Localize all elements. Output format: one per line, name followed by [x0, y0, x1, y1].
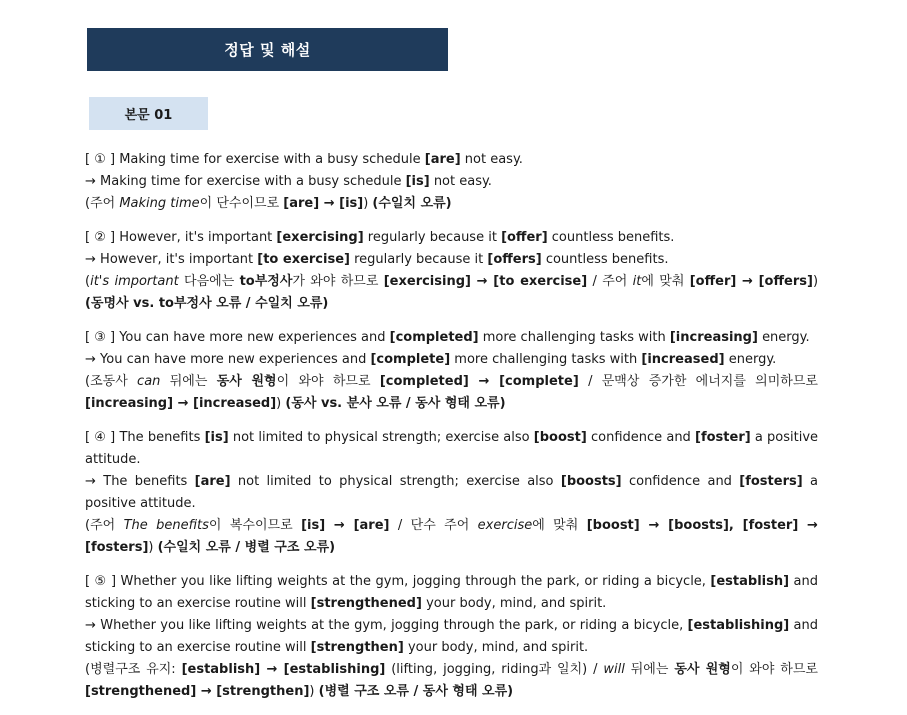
explanation-text: 뒤에는: [169, 374, 208, 389]
error-type: (동사 vs. 분사 오류 / 동사 형태 오류): [285, 396, 506, 411]
error-word: [offer]: [501, 230, 548, 245]
explanation-text: / 문맥상 증가한 에너지를 의미하므로: [588, 374, 818, 389]
sentence-text: However, it's important: [119, 230, 273, 245]
error-word: [completed]: [389, 330, 479, 345]
banner-title: 정답 및 해설: [224, 41, 311, 59]
italic-term: exercise: [477, 518, 533, 533]
error-word: [foster]: [695, 430, 751, 445]
answer-item-2: [85, 227, 818, 315]
item-number: [ ③ ]: [85, 330, 116, 345]
arrow-icon: →: [85, 352, 96, 367]
sentence-text: a positive attitude.: [85, 474, 818, 511]
explanation: [85, 659, 818, 703]
answer-item-3: [85, 327, 818, 415]
sentence-text: You can have more new experiences and: [100, 352, 367, 367]
answer-item-4: [85, 427, 818, 559]
explanation-text: (주어: [85, 196, 116, 211]
error-word: [establish]: [710, 574, 790, 589]
sentence-text: not easy.: [433, 174, 492, 189]
explanation: [85, 193, 818, 215]
explanation-text: (주어: [85, 518, 116, 533]
question-sentence: [85, 149, 818, 171]
explanation-text: ): [309, 684, 315, 699]
item-number: [ ② ]: [85, 230, 116, 245]
sentence-text: confidence and: [591, 430, 691, 445]
correction: [boost] → [boosts], [foster] → [fosters]: [85, 518, 818, 555]
item-number: [ ⑤ ]: [85, 574, 117, 589]
arrow-icon: →: [85, 618, 96, 633]
correction: [strengthened] → [strengthen]: [85, 684, 310, 699]
section-label-box: [89, 97, 208, 130]
key-term: 동사 원형: [216, 374, 277, 389]
answer-explanation-banner: [87, 28, 448, 71]
sentence-text: not easy.: [464, 152, 523, 167]
question-sentence: [85, 427, 818, 471]
italic-term: will: [603, 662, 625, 677]
error-type: (동명사 vs. to부정사 오류 / 수일치 오류): [85, 296, 329, 311]
sentence-text: Whether you like lifting weights at the gym, jogging through the park, or riding a bicycle,: [120, 574, 706, 589]
corrected-word: [is]: [405, 174, 430, 189]
correction: [establish] → [establishing]: [181, 662, 386, 677]
italic-term: The benefits: [123, 518, 209, 533]
sentence-text: and sticking to an exercise routine will: [85, 574, 818, 611]
corrected-sentence: [85, 615, 818, 659]
corrected-word: [to exercise]: [257, 252, 350, 267]
corrected-sentence: [85, 349, 818, 371]
explanation-text: / 주어: [592, 274, 628, 289]
sentence-text: not limited to physical strength; exercise also: [232, 430, 530, 445]
explanation: [85, 371, 818, 415]
item-number: [ ④ ]: [85, 430, 116, 445]
error-word: [strengthened]: [310, 596, 422, 611]
sentence-text: energy.: [762, 330, 810, 345]
correction: [offer] → [offers]: [689, 274, 813, 289]
sentence-text: countless benefits.: [545, 252, 669, 267]
sentence-text: Making time for exercise with a busy schedule: [119, 152, 421, 167]
explanation-text: / 단수 주어: [397, 518, 470, 533]
explanation-text: (조동사: [85, 374, 128, 389]
corrected-word: [boosts]: [560, 474, 622, 489]
explanation-text: 이 와야 하므로: [730, 662, 818, 677]
error-type: (수일치 오류): [372, 196, 452, 211]
explanation-text: 뒤에는: [630, 662, 669, 677]
sentence-text: regularly because it: [354, 252, 484, 267]
explanation-text: (: [85, 274, 91, 289]
key-term: to부정사: [239, 274, 293, 289]
corrected-word: [offers]: [487, 252, 542, 267]
explanation-text: 이 단수이므로: [199, 196, 280, 211]
sentence-text: a positive attitude.: [85, 430, 819, 467]
error-word: [is]: [204, 430, 229, 445]
sentence-text: more challenging tasks with: [454, 352, 638, 367]
explanation-text: (lifting, jogging, riding과 일치) /: [391, 662, 598, 677]
sentence-text: your body, mind, and spirit.: [407, 640, 589, 655]
question-sentence: [85, 327, 818, 349]
answer-content: [85, 149, 818, 715]
explanation-text: 이 와야 하므로: [276, 374, 371, 389]
sentence-text: regularly because it: [367, 230, 497, 245]
italic-term: Making time: [119, 196, 200, 211]
sentence-text: more challenging tasks with: [482, 330, 666, 345]
corrected-sentence: [85, 249, 818, 271]
key-term: 동사 원형: [674, 662, 731, 677]
sentence-text: not limited to physical strength; exercise also: [237, 474, 554, 489]
question-sentence: [85, 227, 818, 249]
sentence-text: The benefits: [103, 474, 188, 489]
corrected-word: [fosters]: [739, 474, 803, 489]
explanation: [85, 271, 818, 315]
explanation-text: ): [812, 274, 819, 289]
error-type: (수일치 오류 / 병렬 구조 오류): [157, 540, 336, 555]
correction: [increasing] → [increased]: [85, 396, 277, 411]
explanation-text: 가 와야 하므로: [292, 274, 379, 289]
sentence-text: and sticking to an exercise routine will: [85, 618, 818, 655]
sentence-text: You can have more new experiences and: [119, 330, 386, 345]
explanation-text: 에 맞춰: [532, 518, 579, 533]
sentence-text: Making time for exercise with a busy schedule: [100, 174, 402, 189]
correction: [is] → [are]: [301, 518, 390, 533]
error-word: [are]: [424, 152, 461, 167]
correction: [are] → [is]: [283, 196, 364, 211]
italic-term: it's important: [90, 274, 179, 289]
italic-term: can: [137, 374, 161, 389]
correction: [completed] → [complete]: [379, 374, 579, 389]
explanation-text: 다음에는: [184, 274, 235, 289]
corrected-word: [establishing]: [687, 618, 790, 633]
arrow-icon: →: [85, 252, 96, 267]
explanation-text: (병렬구조 유지:: [85, 662, 176, 677]
explanation-text: ): [363, 196, 369, 211]
explanation-text: ): [276, 396, 282, 411]
corrected-sentence: [85, 471, 818, 515]
explanation: [85, 515, 818, 559]
arrow-icon: →: [85, 474, 96, 489]
item-number: [ ① ]: [85, 152, 116, 167]
explanation-text: 이 복수이므로: [208, 518, 293, 533]
explanation-text: 에 맞춰: [641, 274, 685, 289]
sentence-text: Whether you like lifting weights at the gym, jogging through the park, or riding a bicycle,: [100, 618, 684, 633]
section-label: 본문 01: [124, 108, 173, 123]
explanation-text: ): [148, 540, 154, 555]
italic-term: it: [632, 274, 642, 289]
corrected-word: [complete]: [370, 352, 451, 367]
corrected-word: [are]: [194, 474, 231, 489]
sentence-text: energy.: [728, 352, 777, 367]
answer-item-1: [85, 149, 818, 215]
sentence-text: However, it's important: [100, 252, 254, 267]
error-type: (병렬 구조 오류 / 동사 형태 오류): [318, 684, 514, 699]
sentence-text: The benefits: [119, 430, 201, 445]
corrected-word: [strengthen]: [310, 640, 404, 655]
answer-item-5: [85, 571, 818, 703]
corrected-sentence: [85, 171, 818, 193]
arrow-icon: →: [85, 174, 96, 189]
corrected-word: [increased]: [641, 352, 725, 367]
error-word: [increasing]: [669, 330, 758, 345]
sentence-text: confidence and: [628, 474, 732, 489]
sentence-text: your body, mind, and spirit.: [426, 596, 607, 611]
question-sentence: [85, 571, 818, 615]
error-word: [boost]: [533, 430, 587, 445]
sentence-text: countless benefits.: [551, 230, 675, 245]
error-word: [exercising]: [276, 230, 364, 245]
correction: [exercising] → [to exercise]: [383, 274, 588, 289]
